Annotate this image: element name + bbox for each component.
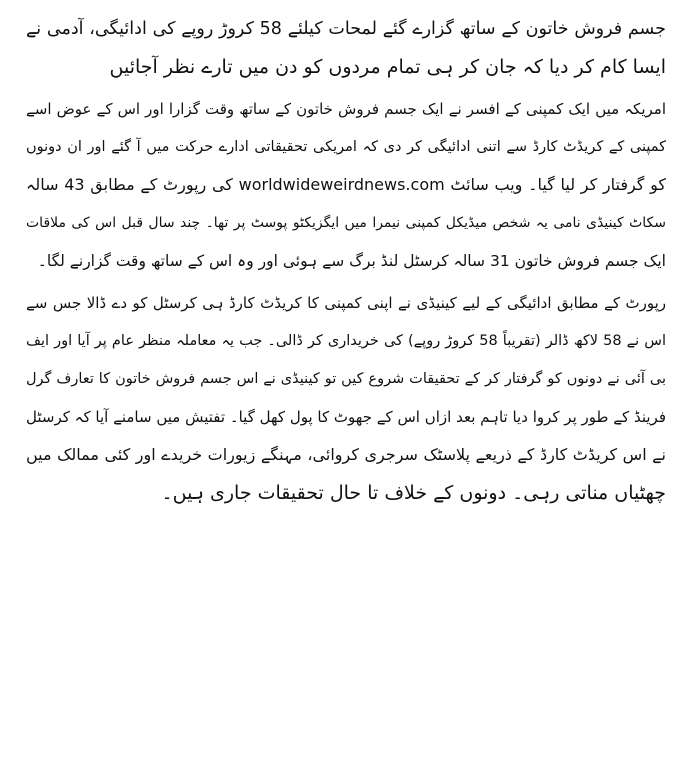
text-line: نے اس کریڈٹ کارڈ کے ذریعے پلاسٹک سرجری کروائی، مہنگے زیورات خریدے اور کئی ممالک میں: [26, 445, 666, 464]
text-line: چھٹیاں مناتی رہی۔ دونوں کے خلاف تا حال تحقیقات جاری ہیں۔: [161, 482, 666, 504]
text-line: ایسا کام کر دیا کہ جان کر ہی تمام مردوں کو دن میں تارے نظر آجائیں: [109, 56, 666, 78]
text-line: کو گرفتار کر لیا گیا۔ ویب سائٹ worldwideweirdnews.com کی رپورٹ کے مطابق 43 سالہ: [26, 175, 666, 194]
text-line: فرینڈ کے طور پر کروا دیا تاہم بعد ازاں اس کے جھوٹ کا پول کھل گیا۔ تفتیش میں سامنے آیا کہ کرسٹل: [26, 408, 666, 426]
text-line: سکاٹ کینیڈی نامی یہ شخص میڈیکل کمپنی نیمرا میں ایگزیکٹو پوسٹ پر تھا۔ چند سال قبل اس کی ملاقات: [26, 215, 666, 231]
headline-paragraph: [26, 10, 666, 86]
body-paragraph: [26, 284, 666, 512]
body-paragraph: [26, 90, 666, 280]
text-line: امریکہ میں ایک کمپنی کے افسر نے ایک جسم فروش خاتون کے ساتھ وقت گزارا اور اس کے عوض اسے: [26, 100, 666, 118]
text-line: کمپنی کے کریڈٹ کارڈ سے اتنی ادائیگی کر دی کہ امریکی تحقیقاتی ادارے حرکت میں آ گئے اور ان دونوں: [26, 139, 666, 155]
text-line: ایک جسم فروش خاتون 31 سالہ کرسٹل لنڈ برگ سے ہوئی اور وہ اس کے ساتھ وقت گزارنے لگا۔: [37, 252, 666, 270]
text-line: رپورٹ کے مطابق ادائیگی کے لیے کینیڈی نے اپنی کمپنی کا کریڈٹ کارڈ ہی کرسٹل کو دے ڈالا جس سے: [26, 294, 666, 312]
text-line: اس نے 58 لاکھ ڈالر (تقریباً 58 کروڑ روپے) کی خریداری کر ڈالی۔ جب یہ معاملہ منظر عام پر آیا اور ایف: [26, 333, 666, 349]
text-line: جسم فروش خاتون کے ساتھ گزارے گئے لمحات کیلئے 58 کروڑ روپے کی ادائیگی، آدمی نے: [26, 19, 666, 39]
text-line: بی آئی نے دونوں کو گرفتار کر کے تحقیقات شروع کیں تو کینیڈی نے اس جسم فروش خاتون کا تعارف گرل: [26, 371, 666, 387]
